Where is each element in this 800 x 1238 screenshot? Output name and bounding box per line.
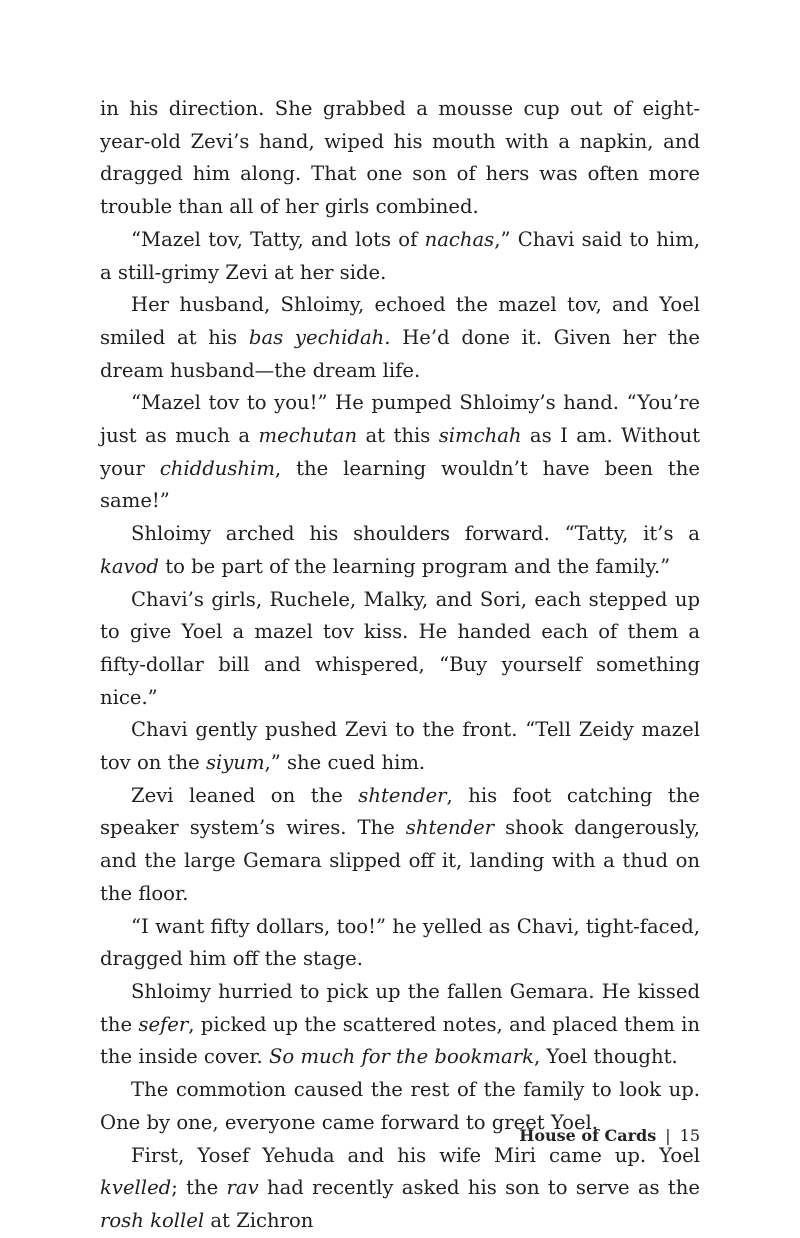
text-run: Zevi leaned on the [131,783,359,807]
paragraph [100,911,700,976]
text-run: ; the [171,1176,227,1200]
text-run: in his direction. She grabbed a mousse cup out of eight-year-old Zevi’s hand, wiped his mouth with a napkin, and dragged him along. That one son of hers was often more trouble than all of her girls combined. [100,97,700,219]
text-run: at this [357,424,439,448]
running-footer [519,1125,700,1147]
text-run: . He’d done it. Given her the dream husband—the dream life. [100,325,700,382]
text-run: ,” Chavi said to him, a still-grimy Zevi at her side. [100,227,701,284]
text-run: Shloimy hurried to pick up the fallen Gemara. He kissed the [100,979,700,1036]
text-run: , his foot catching the speaker system’s wires. The [100,783,700,840]
italic-text: shtender [405,816,495,840]
body-text [100,93,700,1238]
italic-text: bas yechidah [248,325,385,349]
italic-text: shtender [358,783,447,807]
text-run: , Yoel thought. [533,1045,678,1069]
text-run: Shloimy arched his shoulders forward. “Tatty, it’s a [131,522,700,546]
text-run: to be part of the learning program and the family.” [158,554,671,578]
text-run: had recently asked his son to serve as the [258,1176,700,1200]
paragraph [100,224,700,289]
text-run: as I am. Without your [100,424,701,480]
paragraph [100,714,700,779]
text-run: First, Yosef Yehuda and his wife Miri came up. Yoel [131,1143,700,1167]
footer-book-title: House of Cards [519,1126,657,1145]
italic-text: So much for the bookmark [269,1045,534,1069]
italic-text: nachas [424,227,495,251]
paragraph [100,93,700,224]
italic-text: simchah [438,424,522,448]
footer-separator: | [665,1126,671,1145]
paragraph [100,976,700,1074]
text-run: Chavi gently pushed Zevi to the front. “Tell Zeidy mazel tov on the [100,718,700,775]
text-run: , picked up the scattered notes, and placed them in the inside cover. [100,1012,700,1069]
text-run: Chavi’s girls, Ruchele, Malky, and Sori, each stepped up to give Yoel a mazel tov kiss. He handed each of them a fifty-dollar bill and whispered, “Buy yourself something nice.” [100,587,700,709]
paragraph [100,780,700,911]
paragraph [100,1140,700,1238]
paragraph [100,584,700,715]
text-run: “Mazel tov to you!” He pumped Shloimy’s hand. “You’re just as much a [100,391,700,448]
paragraph [100,387,700,518]
italic-text: chiddushim [159,456,275,480]
paragraph [100,289,700,387]
paragraph [100,518,700,583]
text-run: shook dangerously, and the large Gemara slipped off it, landing with a thud on the floor. [100,816,700,905]
page-number: 15 [679,1126,700,1145]
italic-text: kavod [100,554,159,578]
text-run: ,” she cued him. [264,751,426,775]
italic-text: mechutan [258,424,358,448]
italic-text: siyum [205,751,265,775]
italic-text: rav [226,1176,259,1200]
text-run: Her husband, Shloimy, echoed the mazel tov, and Yoel smiled at his [100,293,700,349]
italic-text: sefer [138,1012,189,1036]
text-run: “I want fifty dollars, too!” he yelled as Chavi, tight-faced, dragged him off the stage. [100,914,700,971]
italic-text: rosh kollel [100,1208,205,1232]
italic-text: kvelled [100,1176,172,1200]
text-run: at Zichron [204,1208,314,1232]
text-run: , the learning wouldn’t have been the same!” [100,456,700,513]
text-run: The commotion caused the rest of the family to look up. One by one, everyone came forward to greet Yoel. [100,1078,700,1134]
text-run: “Mazel tov, Tatty, and lots of [131,227,425,251]
